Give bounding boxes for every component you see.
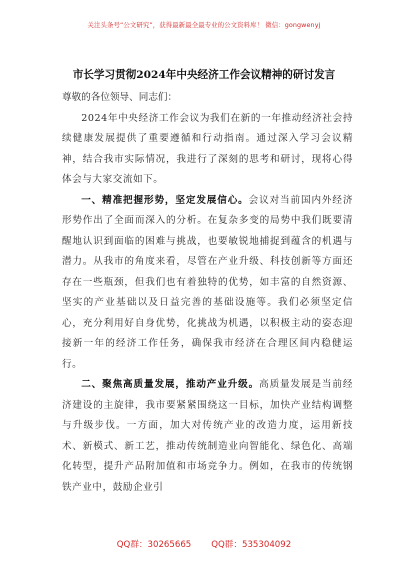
paragraph-text: 高质量发展是当前经济建设的主旋律，我市要紧紧围绕这一目标，加快产业结构调整与升级步伐。一方面，加大对传统产业的改造力度，运用新技术、新模式、新工艺，推动传统制造业向智能化、绿色化、高端化转型，提升产品附加值和市场竞争力。例如，在我市的传统钢铁产业中，鼓励企业引 [62,379,353,493]
paragraph-text: 会议对当前国内外经济形势作出了全面而深入的分析。在复杂多变的局势中我们既要清醒地认识到面临的困难与挑战，也要敏锐地捕捉到蕴含的机遇与潜力。从我市的角度来看，尽管在产业升级、科技创新等方面还存在一些瓶颈，但我们也有着独特的优势，如丰富的自然资源、坚实的产业基础以及日益完善的基础设施等。我们必须坚定信心，充分利用好自身优势，化挑战为机遇，以积极主动的姿态迎接新一年的经济工作任务，确保我市经济在合理区间内稳健运行。 [62,194,353,370]
document-title: 市长学习贯彻2024年中央经济工作会议精神的研讨发言 [72,69,336,81]
salutation: 尊敬的各位领导、同志们： [62,92,178,103]
document-body [62,88,353,498]
qq-group-1: QQ群：30265665 [116,540,192,550]
section-heading: 二、聚焦高质量发展，推动产业升级。 [81,379,260,390]
footer-contact [0,538,408,550]
paragraph-section-1 [62,191,353,376]
paragraph-section-2 [62,375,353,498]
qq-group-2: QQ群：535304092 [211,540,292,550]
header-banner: 关注头条号“公文研究”，获得最新最全最专业的公文资料库！ 微信：gongwenyj [87,21,321,29]
paragraph-intro [62,109,353,191]
section-heading: 一、精准把握形势，坚定发展信心。 [81,194,249,206]
paragraph-text: 2024年中央经济工作会议为我们在新的一年推动经济社会持续健康发展提供了重要遵循和行动指南。通过深入学习会议精神，结合我市实际情况，我进行了深刻的思考和研讨，现将心得体会与大家交流如下。 [62,112,353,185]
